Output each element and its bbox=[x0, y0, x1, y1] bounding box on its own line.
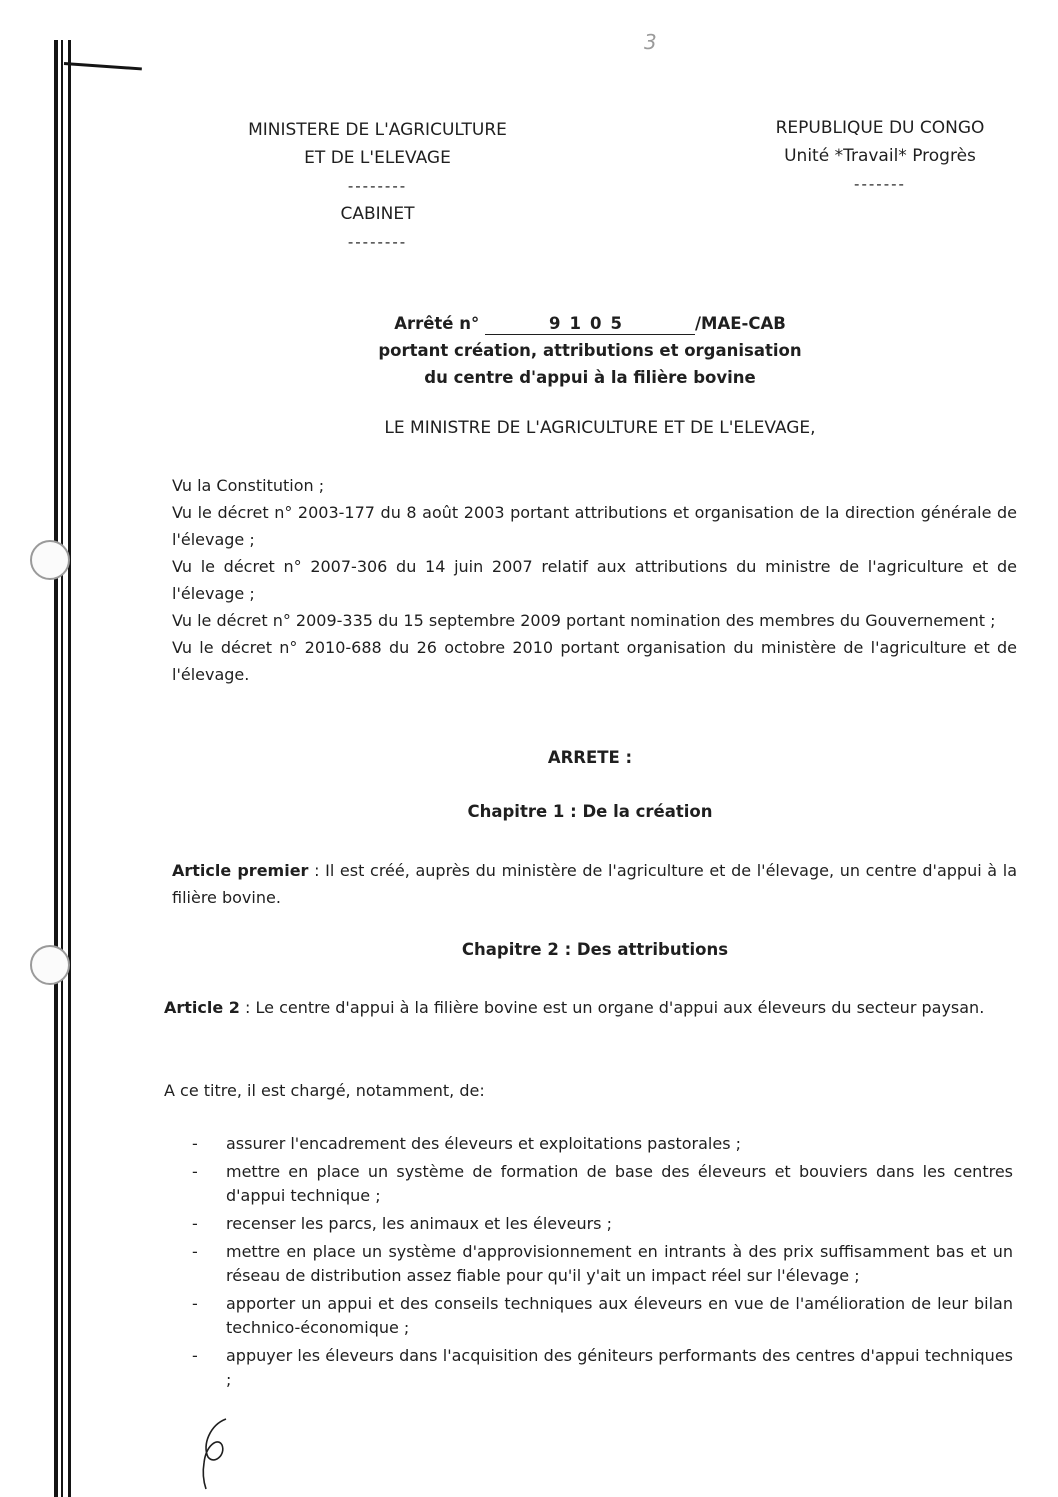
duty-text: mettre en place un système d'approvisionnement en intrants à des prix suffisamment bas et un réseau de distribution assez fiable pour qu'il y'ait un impact réel sur l'élevage ; bbox=[226, 1242, 1013, 1285]
decree-prefix: Arrêté n° bbox=[394, 314, 480, 333]
page-number: 3 bbox=[644, 30, 657, 54]
article-premier bbox=[172, 857, 1017, 911]
chapter-heading: Chapitre 1 : De la création bbox=[467, 802, 713, 821]
punch-hole bbox=[30, 945, 70, 985]
visa-item: Vu le décret n° 2010-688 du 26 octobre 2010 portant organisation du ministère de l'agriculture et de l'élevage. bbox=[172, 638, 1017, 684]
initials-mark bbox=[196, 1415, 236, 1490]
article-label: Article 2 bbox=[164, 998, 240, 1017]
article-label: Article premier bbox=[172, 861, 309, 880]
list-item bbox=[188, 1344, 1013, 1392]
list-item bbox=[188, 1132, 1013, 1156]
divider: ------- bbox=[854, 175, 906, 193]
ministry-line1: MINISTERE DE L'AGRICULTURE bbox=[248, 120, 507, 140]
divider: -------- bbox=[347, 233, 408, 251]
punch-hole bbox=[30, 540, 70, 580]
binding-edge bbox=[54, 40, 58, 1497]
chapter-heading: Chapitre 2 : Des attributions bbox=[461, 940, 729, 959]
bullet-dash: - bbox=[192, 1134, 198, 1153]
national-motto: Unité *Travail* Progrès bbox=[784, 146, 976, 166]
article-text: : Le centre d'appui à la filière bovine est un organe d'appui aux éleveurs du secteur paysan. bbox=[239, 998, 985, 1017]
list-item bbox=[188, 1292, 1013, 1340]
decree-subject-line: du centre d'appui à la filière bovine bbox=[424, 368, 756, 387]
duty-text: mettre en place un système de formation de base des éleveurs et bouviers dans les centres d'appui technique ; bbox=[226, 1162, 1013, 1205]
binding-edge bbox=[61, 40, 63, 1497]
duty-text: apporter un appui et des conseils techniques aux éleveurs en vue de l'amélioration de leur bilan technico-économique ; bbox=[226, 1294, 1013, 1337]
republic-header bbox=[740, 114, 1020, 198]
visa-item: Vu la Constitution ; bbox=[172, 476, 325, 495]
list-item bbox=[188, 1160, 1013, 1208]
decree-number: 9105 bbox=[485, 314, 695, 335]
article-text: : Il est créé, auprès du ministère de l'agriculture et de l'élevage, un centre d'appui à la filière bovine. bbox=[172, 861, 1018, 907]
cabinet-label: CABINET bbox=[340, 204, 415, 224]
bullet-dash: - bbox=[192, 1214, 198, 1233]
list-item bbox=[188, 1240, 1013, 1288]
decree-suffix: /MAE-CAB bbox=[695, 314, 786, 333]
bullet-dash: - bbox=[192, 1346, 198, 1365]
bullet-dash: - bbox=[192, 1242, 198, 1261]
binding-mark bbox=[64, 62, 142, 70]
visa-item: Vu le décret n° 2003-177 du 8 août 2003 portant attributions et organisation de la direction générale de l'élevage ; bbox=[172, 503, 1017, 549]
visa-item: Vu le décret n° 2009-335 du 15 septembre 2009 portant nomination des membres du Gouvernement ; bbox=[172, 611, 996, 630]
bullet-dash: - bbox=[192, 1294, 198, 1313]
decree-number-line bbox=[330, 310, 850, 337]
arrete-heading: ARRETE : bbox=[547, 748, 633, 767]
duty-text: appuyer les éleveurs dans l'acquisition des géniteurs performants des centres d'appui techniques ; bbox=[226, 1346, 1013, 1389]
republic-name: REPUBLIQUE DU CONGO bbox=[775, 118, 985, 138]
bullet-dash: - bbox=[192, 1162, 198, 1181]
duty-text: recenser les parcs, les animaux et les éleveurs ; bbox=[226, 1214, 612, 1233]
list-item bbox=[188, 1212, 1013, 1236]
decree-title bbox=[330, 310, 850, 391]
duty-text: assurer l'encadrement des éleveurs et exploitations pastorales ; bbox=[226, 1134, 742, 1153]
duties-intro: A ce titre, il est chargé, notamment, de: bbox=[164, 1081, 485, 1100]
ministry-header bbox=[205, 116, 550, 256]
binding-edge bbox=[68, 40, 71, 1497]
divider: -------- bbox=[347, 177, 408, 195]
visas-list bbox=[172, 472, 1017, 688]
article-2 bbox=[164, 994, 1009, 1021]
minister-heading: LE MINISTRE DE L'AGRICULTURE ET DE L'ELEVAGE, bbox=[384, 418, 816, 438]
decree-subject-line: portant création, attributions et organisation bbox=[378, 341, 802, 360]
ministry-line2: ET DE L'ELEVAGE bbox=[304, 148, 451, 168]
duties-list bbox=[188, 1132, 1013, 1396]
visa-item: Vu le décret n° 2007-306 du 14 juin 2007 relatif aux attributions du ministre de l'agriculture et de l'élevage ; bbox=[172, 557, 1017, 603]
